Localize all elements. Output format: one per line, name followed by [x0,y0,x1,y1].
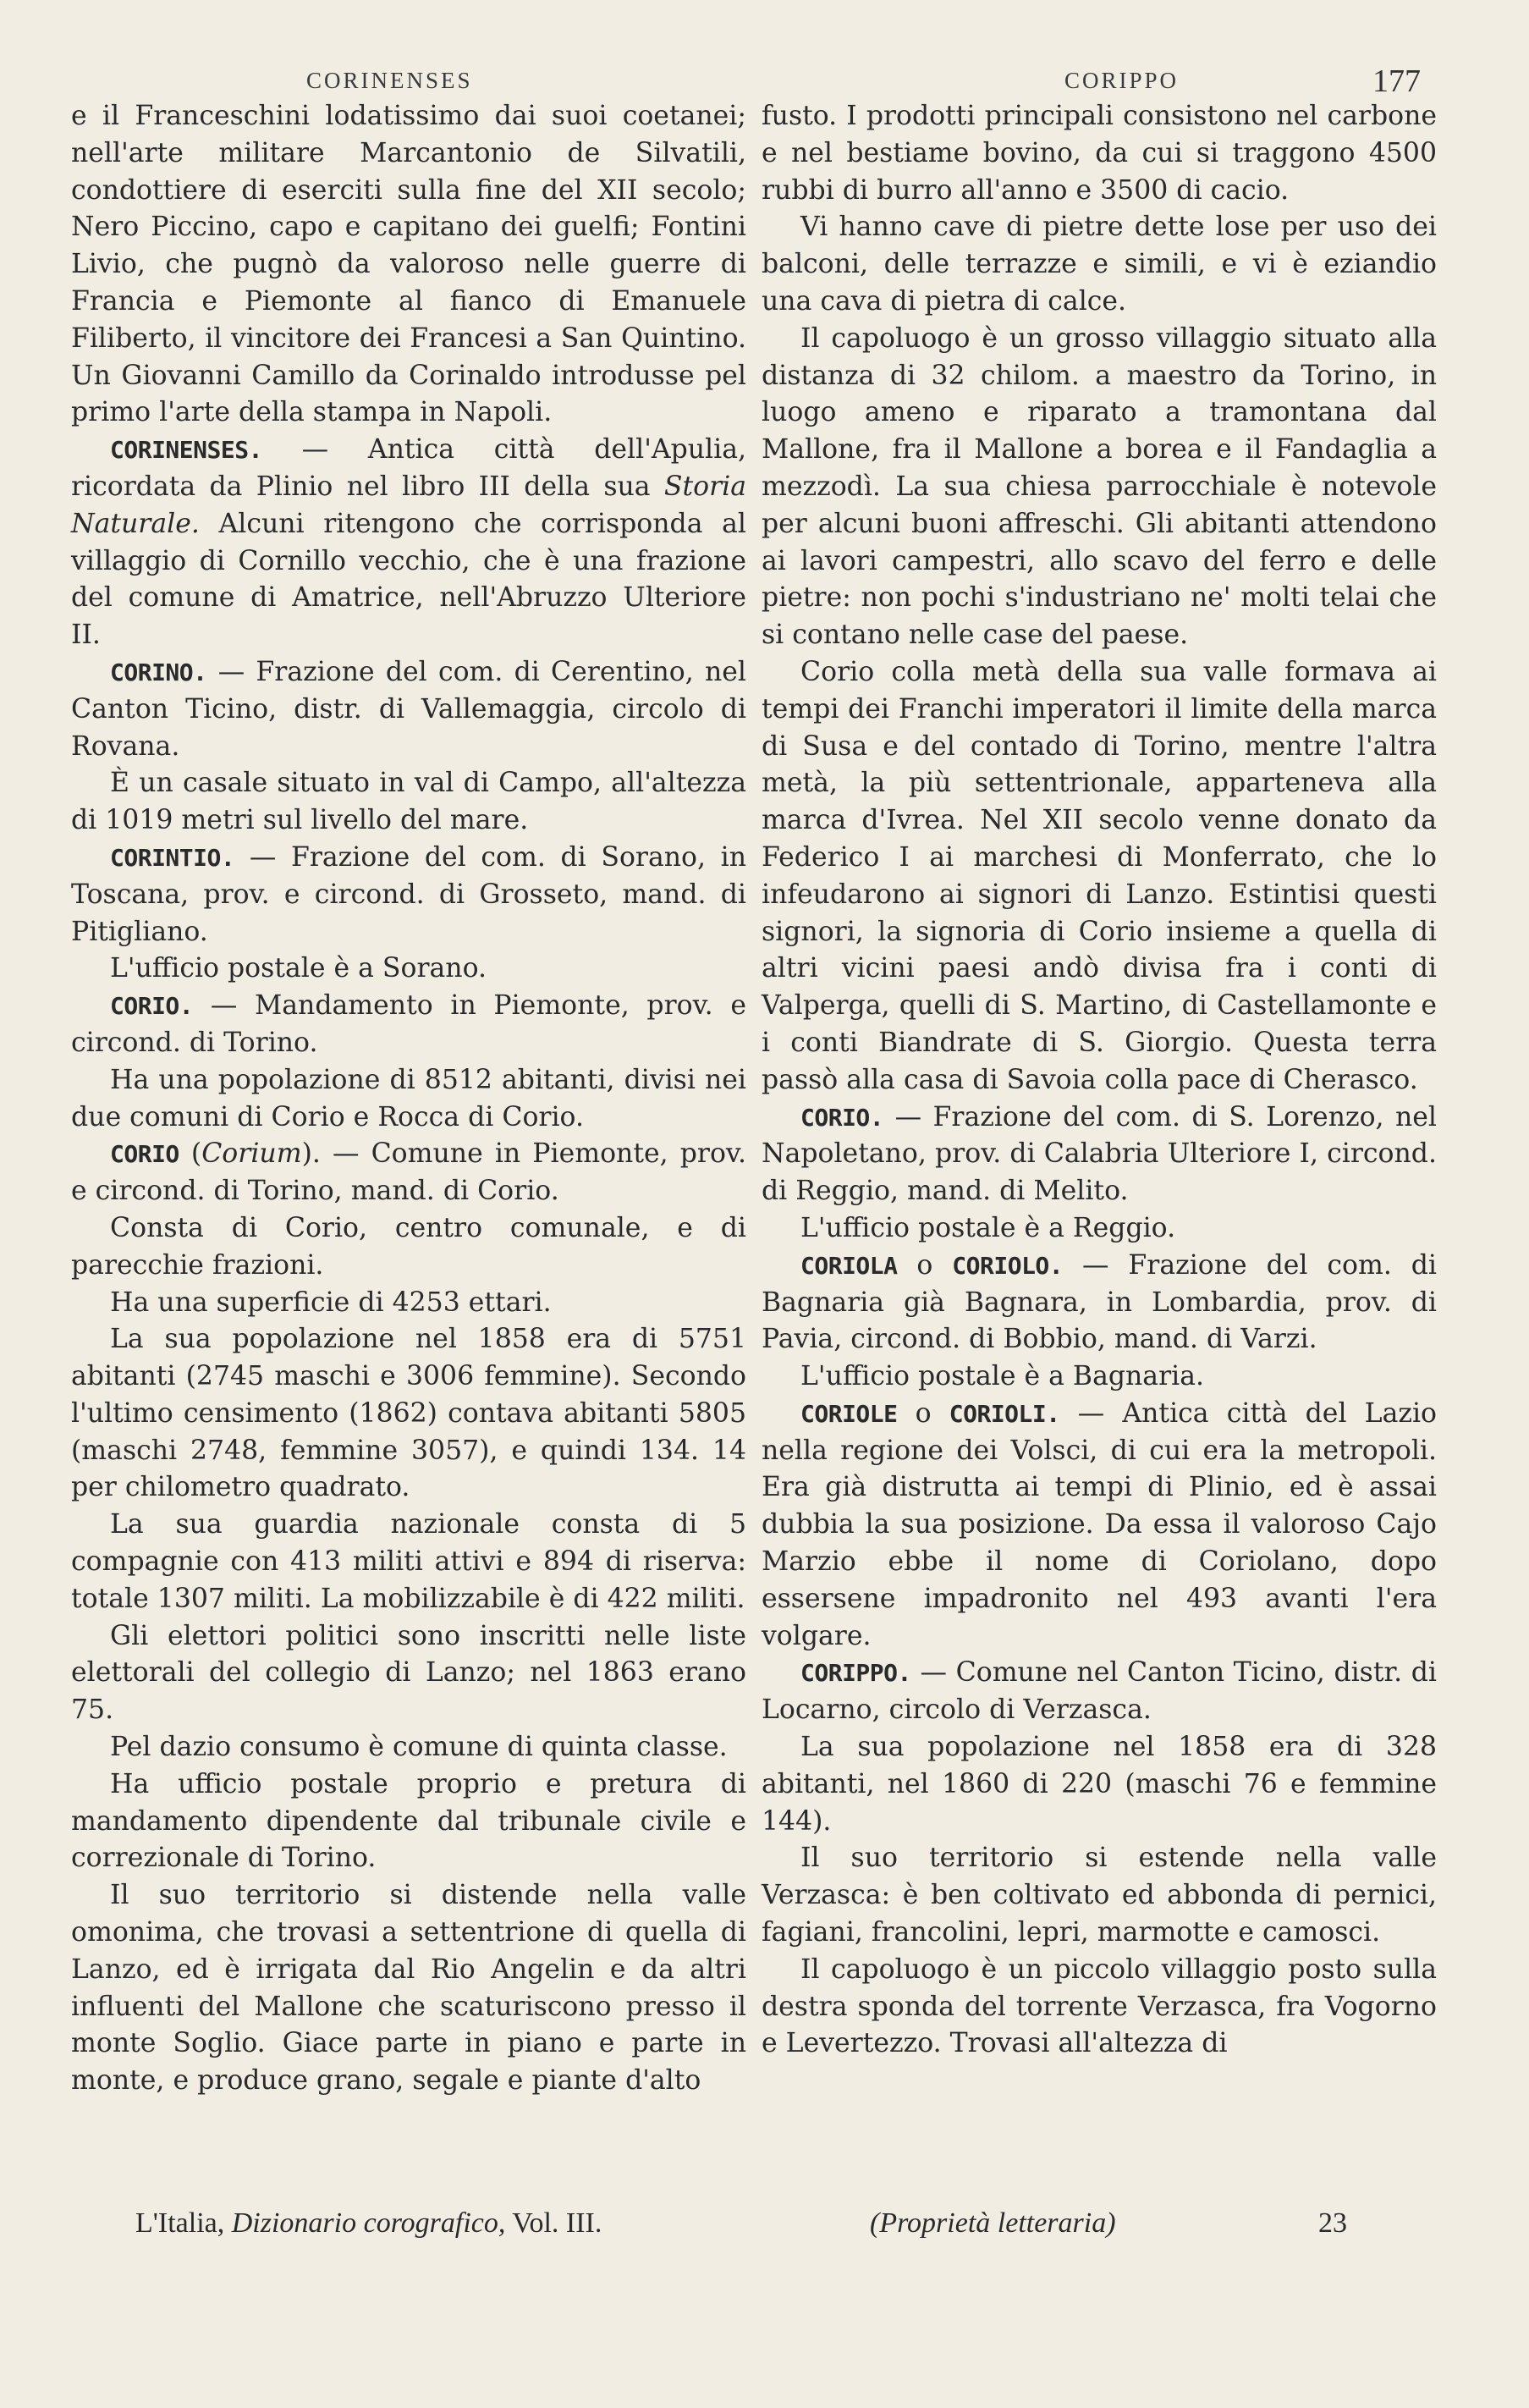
entry-text: — Mandamento in Piemonte, prov. e circond. di Torino. [71,990,746,1058]
paragraph: L'ufficio postale è a Bagnaria. [800,1361,1205,1392]
entry-corinenses [71,432,746,654]
entry-headword: CORIOLI. [949,1399,1060,1428]
entry-coriole [762,1396,1437,1656]
left-column [71,98,746,2100]
paragraph: Corio colla metà della sua valle formava ai tempi dei Franchi imperatori il limite della marca di Susa e del contado di Torino, mentre l'altra metà, la più settentrionale, apparteneva alla marca d'Ivrea. Nel XII secolo venne donato da Federico I ai marchesi di Monferrato, che lo infeudarono ai signori di Lanzo. Estintisi questi signori, la signoria di Corio insieme a quella di altri vicini paesi andò divisa fra i conti di Valperga, quelli di S. Martino, di Castellamonte e i conti Biandrate di S. Giorgio. Questa terra passò alla casa di Savoia colla pace di Cherasco. [762,656,1437,1095]
entry-corio-comune [71,1136,746,1210]
entry-text: — Comune nel Canton Ticino, distr. di Locarno, circolo di Verzasca. [762,1657,1437,1726]
entry-text: — Antica città del Lazio nella regione dei Volsci, di cui era la metropoli. Era già distrutta ai tempi di Plinio, ed è assai dubbia la sua posizione. Da essa il valoroso Cajo Marzio ebbe il nome di Coriolano, dopo essersene impadronito nel 493 avanti l'era volgare. [762,1397,1437,1651]
entry-headword: CORIO [110,1140,179,1169]
paragraph: L'ufficio postale è a Sorano. [110,953,487,984]
entry-text: ). — Comune in Piemonte, prov. e circond. di Torino, mand. di Corio. [71,1138,747,1207]
paragraph: La sua guardia nazionale consta di 5 compagnie con 413 militi attivi e 894 di riserva: totale 1307 militi. La mobilizzabile è di 422 militi. [71,1509,746,1614]
entry-corio-mandamento [71,988,746,1062]
entry-text: — Frazione del com. di Cerentino, nel Canton Ticino, distr. di Vallemaggia, circolo di Rovana. [71,656,746,762]
footer-rights: (Proprietà letteraria) [870,2207,1116,2239]
entry-text: — Frazione del com. di Sorano, in Toscana, prov. e circond. di Grosseto, mand. di Pitigliano. [71,841,746,947]
footer-book-title [135,2207,602,2240]
entry-corino [71,654,746,765]
paragraph: L'ufficio postale è a Reggio. [800,1212,1176,1243]
entry-text: — Antica città dell'Apulia, ricordata da Plinio nel libro III della sua [71,434,746,502]
entry-headword: CORINO. [110,658,207,686]
paragraph: Consta di Corio, centro comunale, e di parecchie frazioni. [71,1212,746,1281]
entry-text: — Frazione del com. di S. Lorenzo, nel Napoletano, prov. di Calabria Ulteriore I, circond. di Reggio, mand. di Melito. [762,1101,1437,1207]
entry-headword: CORINTIO. [110,843,235,872]
running-head-left: CORINENSES [306,68,473,93]
paragraph: e il Franceschini lodatissimo dai suoi coetanei; nell'arte militare Marcantonio de Silvatili, condottiere di eserciti sulla fine del XII secolo; Nero Piccino, capo e capitano dei guelfi; Fontini Livio, che pugnò da valoroso nelle guerre di Francia e Piemonte al fianco di Emanuele Filiberto, il vincitore dei Francesi a San Quintino. Un Giovanni Camillo da Corinaldo introdusse pel primo l'arte della stampa in Napoli. [71,101,746,428]
footer-title-italic: Dizionario corografico, [231,2207,506,2239]
entry-text: ( [179,1138,202,1170]
paragraph: Vi hanno cave di pietre dette lose per uso dei balconi, delle terrazze e simili, e vi è eziandio una cava di pietra di calce. [762,212,1437,317]
entry-headword: CORINENSES. [110,436,262,465]
entry-text: Alcuni ritengono che corrisponda al villaggio di Cornillo vecchio, che è una frazione del comune di Amatrice, nell'Abruzzo Ulteriore II. [71,508,746,651]
entry-headword: CORIPPO. [800,1659,911,1688]
paragraph: Ha una popolazione di 8512 abitanti, divisi nei due comuni di Corio e Rocca di Corio. [71,1064,746,1132]
paragraph: Ha una superficie di 4253 ettari. [110,1287,552,1318]
footer-volume: Vol. III. [505,2207,602,2239]
entry-headword: CORIOLO. [952,1251,1064,1280]
footer-signature: 23 [1318,2207,1347,2239]
footer-title-prefix: L'Italia, [135,2207,232,2239]
paragraph: È un casale situato in val di Campo, all'altezza di 1019 metri sul livello del mare. [71,768,746,836]
entry-corippo [762,1655,1437,1729]
paragraph: Il suo territorio si distende nella valle omonima, che trovasi a settentrione di quella di Lanzo, ed è irrigata dal Rio Angelin e da altri influenti del Mallone che scaturiscono presso il monte Soglio. Giace parte in piano e parte in monte, e produce grano, segale e piante d'alto [71,1880,746,2097]
paragraph: Il capoluogo è un grosso villaggio situato alla distanza di 32 chilom. a maestro da Torino, in luogo ameno e riparato a tramontana dal Mallone, fra il Mallone a borea e il Fandaglia a mezzodì. La sua chiesa parrocchiale è notevole per alcuni buoni affreschi. Gli abitanti attendono ai lavori campestri, allo scavo del ferro e delle pietre: non pochi s'industriano ne' molti telai che si contano nelle case del paese. [762,322,1437,651]
paragraph: La sua popolazione nel 1858 era di 328 abitanti, nel 1860 di 220 (maschi 76 e femmine 144). [762,1732,1437,1837]
entry-headword: CORIO. [110,992,194,1021]
entry-coriola [762,1248,1437,1358]
paragraph: Pel dazio consumo è comune di quinta classe. [110,1732,728,1763]
paragraph: Ha ufficio postale proprio e pretura di mandamento dipendente dal tribunale civile e correzionale di Torino. [71,1768,746,1874]
entry-italic: Storia Naturale. [71,471,746,539]
entry-headword: CORIOLE [800,1399,898,1428]
entry-headword: CORIOLA [800,1251,898,1280]
entry-text: o [897,1397,949,1429]
running-head-right: CORIPPO [1064,68,1180,93]
entry-text: — Frazione del com. di Bagnaria già Bagnara, in Lombardia, prov. di Pavia, circond. di Bobbio, mand. di Varzi. [762,1249,1437,1355]
paragraph: Gli elettori politici sono inscritti nelle liste elettorali del collegio di Lanzo; nel 1863 erano 75. [71,1620,746,1726]
paragraph: La sua popolazione nel 1858 era di 5751 abitanti (2745 maschi e 3006 femmine). Secondo l'ultimo censimento (1862) contava abitanti 5805 (maschi 2748, femmine 3057), e quindi 134. 14 per chilometro quadrato. [71,1324,746,1503]
paragraph: fusto. I prodotti principali consistono nel carbone e nel bestiame bovino, da cui si traggono 4500 rubbi di burro all'anno e 3500 di cacio. [762,101,1437,206]
entry-corio-frazione [762,1099,1437,1210]
right-column [762,98,1437,2063]
entry-text: o [897,1249,953,1281]
entry-corintio [71,840,746,951]
entry-headword: CORIO. [800,1103,884,1132]
paragraph: Il capoluogo è un piccolo villaggio posto sulla destra sponda del torrente Verzasca, fra Vogorno e Levertezzo. Trovasi all'altezza di [762,1953,1437,2059]
page-number: 177 [1372,63,1421,99]
paragraph: Il suo territorio si estende nella valle Verzasca: è ben coltivato ed abbonda di pernici, fagiani, francolini, lepri, marmotte e camosci. [762,1843,1437,1948]
entry-italic: Corium [201,1138,302,1170]
